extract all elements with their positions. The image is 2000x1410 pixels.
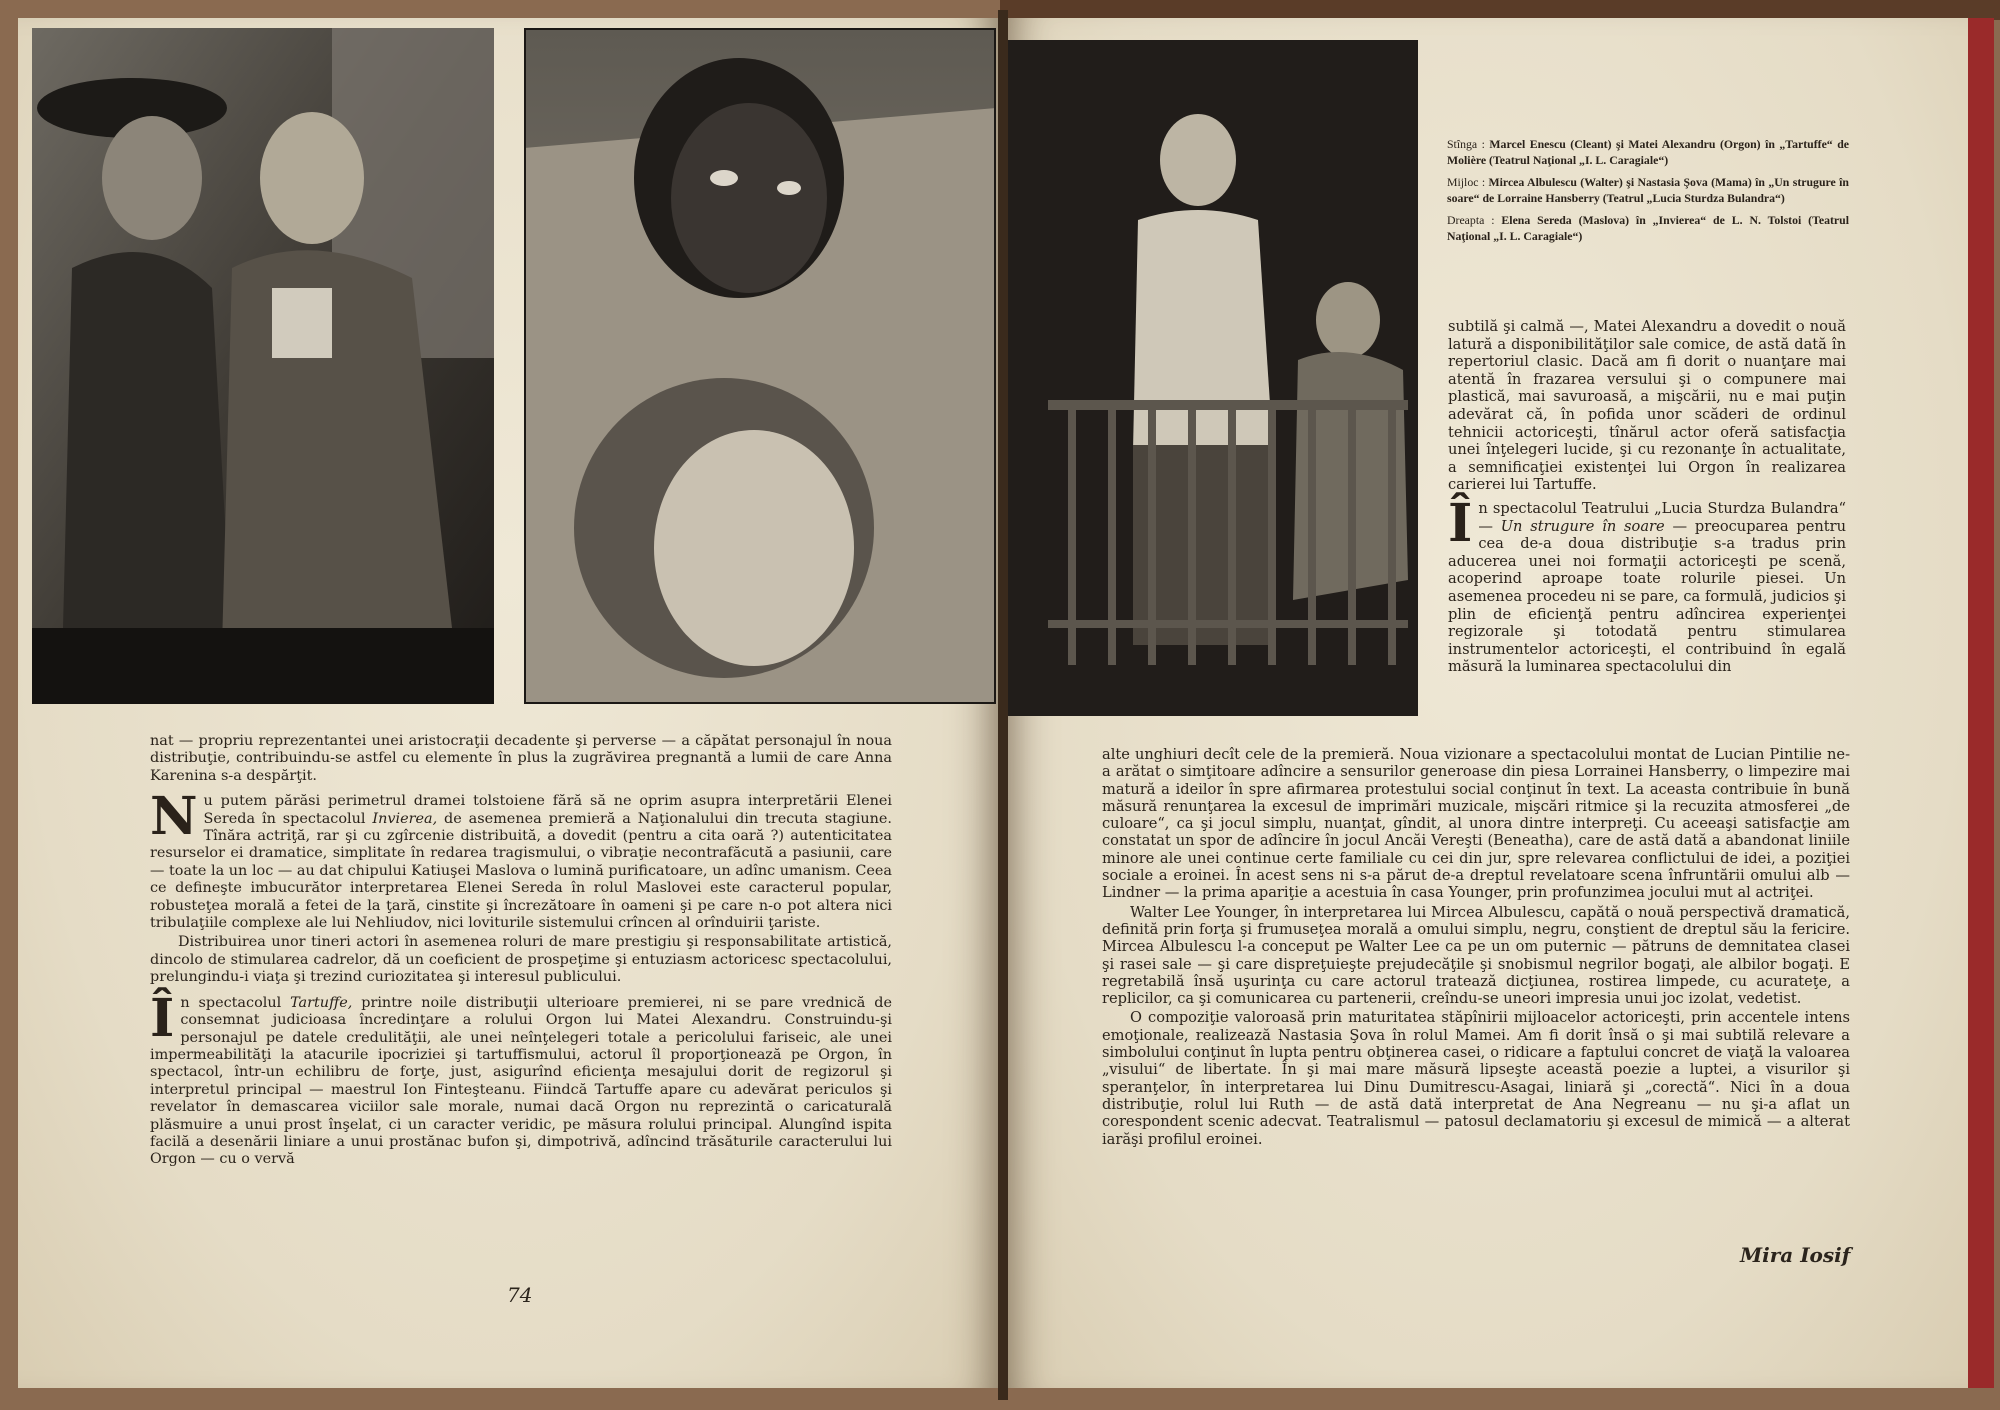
paragraph: Distribuirea unor tineri actori în asemenea roluri de mare prestigiu şi responsabilitate artistică, dincolo de stimularea cadrelor, dă un coeficient de prospeţime şi entuziasm actoricesc spectacolului, prelungindu-i viaţa şi trezind curiozitatea şi interesul publicului. xyxy=(150,934,892,986)
caption-middle-text: Mircea Albulescu (Walter) şi Nastasia Şova (Mama) în „Un strugure în soare“ de Lorraine Hansberry (Teatrul „Lucia Sturdza Bulandra“) xyxy=(1447,175,1849,205)
paragraph xyxy=(150,786,893,932)
book-cover-edge xyxy=(1968,18,1994,1388)
paragraph: Walter Lee Younger, în interpretarea lui Mircea Albulescu, capătă o nouă perspectivă dramatică, definită prin forţa şi frumuseţea morală a omului simplu, negru, conştient de dreptul său la fericire. Mircea Albulescu l-a conceput pe Walter Lee ca pe un om puternic — pătruns de demnitatea clasei şi rasei sale — şi care dispreţuieşte prejudecăţile şi snobismul negrilor bogaţi, ale albilor bogaţi. E regretabilă însă uşurinţa cu care actorul tratează dicţiunea, rostirea limpede, cu acurateţe, a replicilor, ca şi comunicarea cu partenerii, creîndu-se uneori impresia unui joc izolat, vedetist. xyxy=(1102,903,1850,1008)
photo-tartuffe-scene xyxy=(32,28,494,704)
play-title: Un strugure în soare xyxy=(1500,517,1665,535)
paragraph xyxy=(1448,492,1846,676)
play-title: Invierea, xyxy=(372,810,438,827)
caption-right-text: Elena Sereda (Maslova) în „Invierea“ de L. N. Tolstoi (Teatrul Naţional „I. L. Caragiale“) xyxy=(1447,213,1850,243)
caption-left-label: Stînga : xyxy=(1447,137,1485,151)
caption-right-label: Dreapta : xyxy=(1447,213,1495,227)
right-column-text xyxy=(1448,318,1846,678)
paragraph: alte unghiuri decît cele de la premieră. Noua vizionare a spectacolului montat de Lucian Pintilie ne-a arătat o simţitoare adîncire a sensurilor generoase din piesa Lorrainei Hansberry, o limpezire mai matură a ideilor în spre afirmarea protestului social conţinut în text. La aceasta contribuie în bună măsură renunţarea la excesul de imprimări muzicale, mişcări ritmice şi la recuzita atmosferei „de culoare“, ca şi jocul simplu, nuanţat, gîndit, al unora dintre interpreţi. Cu aceeaşi satisfacţie am constatat un spor de adîncire în jocul Ancăi Vereşti (Beneatha), care de astă dată a abandonat liniile minore ale unei continue certe familiale cu cei din jur, spre relevarea conflictului de idei, a poziţiei sociale a eroinei. În acest sens ni s-a părut de-a dreptul revelatoare scena înfruntării omului alb — Lindner — la prima apariţie a acestuia în casa Younger, prin profunzimea jocului mut al actriţei. xyxy=(1102,746,1850,902)
drop-cap: Î xyxy=(1448,492,1473,554)
caption-left-text: Marcel Enescu (Cleant) şi Matei Alexandru (Orgon) în „Tartuffe“ de Molière (Teatrul Naţional „I. L. Caragiale“) xyxy=(1447,137,1849,167)
drop-cap: Î xyxy=(150,987,175,1049)
text-run: u putem părăsi perimetrul dramei tolstoiene fără să ne oprim asupra interpretării Elenei Sereda în spectacolul xyxy=(203,793,892,827)
left-article-text xyxy=(150,733,892,1171)
drop-cap: N xyxy=(150,786,198,848)
play-title: Tartuffe, xyxy=(290,994,353,1011)
text-run: n spectacolul Teatrului „Lucia Sturdza Bulandra“ — xyxy=(1478,499,1846,535)
caption-right xyxy=(1447,212,1849,244)
photo-invierea-scene xyxy=(1008,40,1418,716)
photo-captions xyxy=(1447,136,1849,250)
book-spine xyxy=(998,10,1008,1400)
caption-left xyxy=(1447,136,1849,168)
paragraph: O compoziţie valoroasă prin maturitatea stăpînirii mijloacelor actoriceşti, prin accentele intens emoţionale, realizează Nastasia Şova în rolul Mamei. Am fi dorit însă o şi mai subtilă relevare a simbolului conţinut în lupta pentru obţinerea casei, o ridicare a faptului concret de viaţă la valoarea „visului“ de libertate. În şi mai mare măsură lipseşte această poezie a luptei, a visurilor şi speranţelor, în interpretarea lui Dinu Dumitrescu-Asagai, liniară şi „corectă“. Nici în a doua distribuţie, rolul lui Ruth — de astă dată interpretat de Ana Negreanu — nu şi-a aflat un corespondent scenic adecvat. Teatralismul — patosul declamatoriu şi excesul de mimică — a alterat iarăşi profilul eroinei. xyxy=(1102,1009,1850,1148)
paragraph xyxy=(150,987,892,1169)
author-signature: Mira Iosif xyxy=(1740,1243,1851,1267)
photo-strugure-scene xyxy=(524,28,996,704)
paragraph: nat — propriu reprezentantei unei aristocraţii decadente şi perverse — a căpătat personajul în noua distribuţie, contribuindu-se astfel cu elemente în plus la zugrăvirea pregnantă a lumii de care Anna Karenina s-a despărţit. xyxy=(150,733,892,784)
caption-middle xyxy=(1447,174,1849,206)
caption-middle-label: Mijloc : xyxy=(1447,175,1486,189)
right-article-text xyxy=(1102,746,1850,1150)
text-run: n spectacolul xyxy=(180,994,291,1011)
book-cover-top xyxy=(1000,0,2000,20)
paragraph: subtilă şi calmă —, Matei Alexandru a dovedit o nouă latură a disponibilităţilor sale comice, de astă dată în repertoriul clasic. Dacă am fi dorit o nuanţare mai atentă în frazarea versului şi o compunere mai plastică, mai savuroasă, a mişcării, nu e mai puţin adevărat că, în pofida unor scăderi de ordinul tehnicii actoriceşti, tînărul actor oferă satisfacţia unei înţelegeri lucide, şi cu rezonanţe în actualitate, a semnificaţiei existenţei lui Orgon în realizarea carierei lui Tartuffe. xyxy=(1448,318,1846,494)
page-number: 74 xyxy=(507,1283,533,1307)
text-run: printre noile distribuţii ulterioare premierei, ni se pare vrednică de consemnat judicioasa încredinţare a rolului Orgon lui Matei Alexandru. Construindu-şi personajul pe datele credulităţii, ale unei neînţelegeri totale a pericolului fariseic, ale unei impermeabilităţi la atacurile ipocriziei şi tartuffismului, actorul îl proporţionează pe Orgon, în spectacol, într-un echilibru de forţe, just, asigurînd eficienţa mesajului dorit de regizorul şi interpretul principal — maestrul Ion Finteşteanu. Fiindcă Tartuffe apare cu adevărat periculos şi revelator în demascarea viciilor sale morale, numai dacă Orgon nu reprezintă o caricaturală plăsmuire a unui prost înşelat, ci un caracter veridic, pe măsura rolului principal. Alungînd ispita facilă a desenării liniare a unui prostănac bufon şi, dimpotrivă, adîncind trăsăturile caracterului lui Orgon — cu o vervă xyxy=(150,994,892,1168)
text-run: de asemenea premieră a Naţionalului din trecuta stagiune. Tînăra actriţă, rar şi cu zgîrcenie distribuită, a dovedit (pentru a cita oară ?) autenticitatea resurselor ei dramatice, simplitate în redarea tragismului, o vibraţie necontrafăcută a pasiunii, care — toate la un loc — au dat chipului Katiuşei Maslova o lumină purificatoare, un adînc umanism. Ceea ce defineşte imbucurător interpretarea Elenei Sereda în rolul Maslovei este caracterul popular, robusteţea morală a fetei de la ţară, cinstite şi încrezătoare în oameni şi pe care n-o pot altera nici tribulaţiile complexe ale lui Nehliudov, nici loviturile sistemului crîncen al orînduirii ţariste. xyxy=(150,810,893,932)
text-run: — preocuparea pentru cea de-a doua distribuţie s-a tradus prin aducerea unei noi formaţii actoriceşti pe scenă, acoperind aproape toate rolurile piesei. Un asemenea procedeu ni se pare, ca formulă, judicios şi plin de eficienţă pentru adîncirea experienţei regizorale şi totodată pentru stimularea instrumentelor actoriceşti, el contribuind în egală măsură la luminarea spectacolului din xyxy=(1448,517,1846,676)
